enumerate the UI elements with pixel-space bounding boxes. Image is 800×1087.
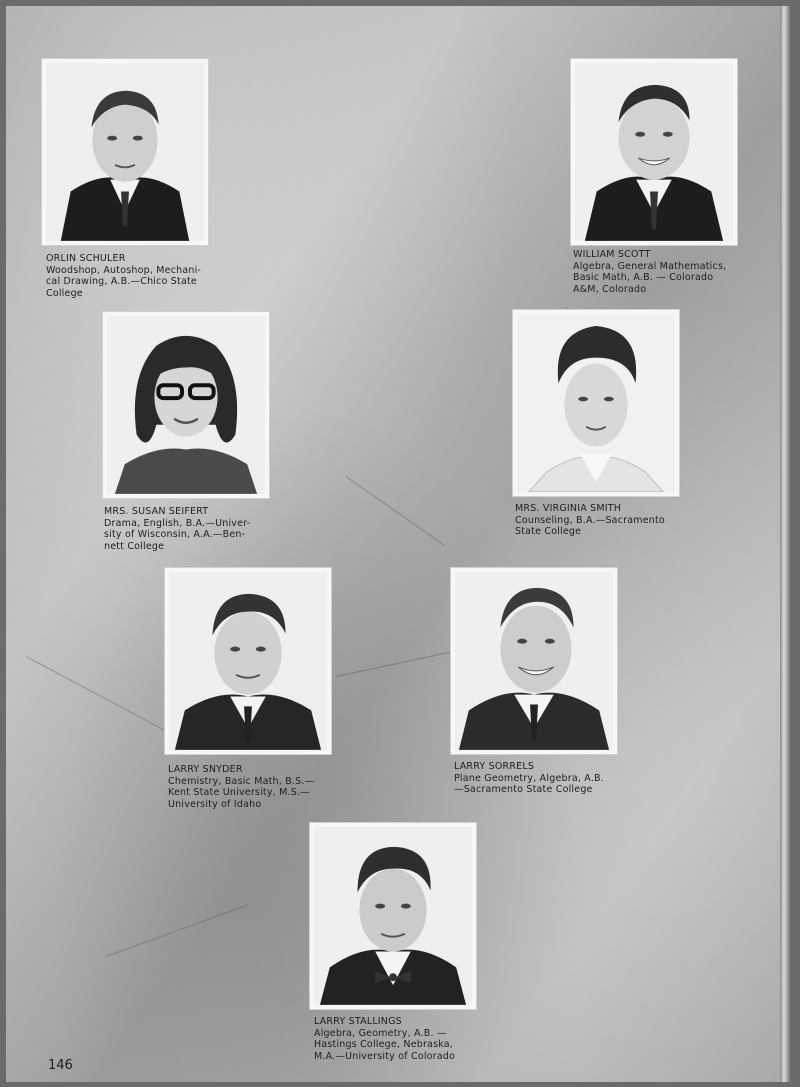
yearbook-page bbox=[6, 6, 790, 1082]
teacher-caption bbox=[104, 506, 250, 552]
teacher-credentials: State College bbox=[515, 526, 582, 537]
teacher-caption bbox=[314, 1016, 455, 1062]
marble-vein bbox=[106, 905, 247, 957]
teacher-name: MRS. VIRGINIA SMITH bbox=[515, 503, 622, 514]
teacher-credentials: Basic Math, A.B. — Colorado bbox=[573, 272, 714, 283]
teacher-credentials: Algebra, Geometry, A.B. — bbox=[314, 1027, 447, 1039]
man-portrait-icon bbox=[169, 572, 327, 750]
teacher-name: MRS. SUSAN SEIFERT bbox=[104, 506, 209, 517]
marble-vein bbox=[26, 656, 185, 741]
teacher-credentials: College bbox=[46, 287, 83, 299]
teacher-caption bbox=[454, 761, 604, 796]
teacher-credentials: A&M, Colorado bbox=[573, 283, 647, 295]
page-number: 146 bbox=[48, 1058, 73, 1073]
portrait-photo bbox=[571, 59, 737, 245]
teacher-caption bbox=[46, 253, 201, 299]
teacher-credentials: Woodshop, Autoshop, Mechani- bbox=[46, 264, 202, 276]
teacher-credentials: Plane Geometry, Algebra, A.B. bbox=[454, 772, 604, 784]
portrait-photo bbox=[103, 312, 269, 498]
teacher-credentials: —Sacramento State College bbox=[454, 784, 593, 795]
teacher-credentials: Counseling, B.A.—Sacramento bbox=[515, 514, 665, 526]
woman-portrait-icon bbox=[107, 316, 265, 494]
teacher-credentials: Algebra, General Mathematics, bbox=[573, 260, 727, 272]
woman-portrait-icon bbox=[517, 314, 675, 492]
portrait-photo bbox=[451, 568, 617, 754]
teacher-credentials: Drama, English, B.A.—Univer- bbox=[104, 517, 251, 529]
teacher-name: LARRY STALLINGS bbox=[314, 1016, 402, 1027]
man-portrait-icon bbox=[575, 63, 733, 241]
teacher-name: LARRY SNYDER bbox=[168, 764, 243, 775]
teacher-name: ORLIN SCHULER bbox=[46, 253, 126, 264]
teacher-credentials: University of Idaho bbox=[168, 798, 262, 810]
teacher-caption bbox=[515, 503, 665, 538]
marble-vein bbox=[346, 476, 445, 546]
portrait-photo bbox=[165, 568, 331, 754]
teacher-credentials: M.A.—University of Colorado bbox=[314, 1050, 456, 1062]
teacher-credentials: nett College bbox=[104, 540, 165, 552]
teacher-credentials: Hastings College, Nebraska, bbox=[314, 1039, 454, 1050]
man-portrait-icon bbox=[455, 572, 613, 750]
man-portrait-icon bbox=[46, 63, 204, 241]
portrait-photo bbox=[42, 59, 208, 245]
book-spine bbox=[780, 6, 790, 1082]
teacher-credentials: Kent State University, M.S.— bbox=[168, 787, 310, 798]
teacher-credentials: cal Drawing, A.B.—Chico State bbox=[46, 276, 197, 287]
teacher-name: LARRY SORRELS bbox=[454, 761, 535, 772]
teacher-caption bbox=[573, 249, 726, 295]
teacher-caption bbox=[168, 764, 314, 810]
portrait-photo bbox=[310, 823, 476, 1009]
man-portrait-icon bbox=[314, 827, 472, 1005]
teacher-name: WILLIAM SCOTT bbox=[573, 249, 651, 260]
portrait-photo bbox=[513, 310, 679, 496]
teacher-credentials: Chemistry, Basic Math, B.S.— bbox=[168, 775, 315, 787]
teacher-credentials: sity of Wisconsin, A.A.—Ben- bbox=[104, 529, 246, 540]
